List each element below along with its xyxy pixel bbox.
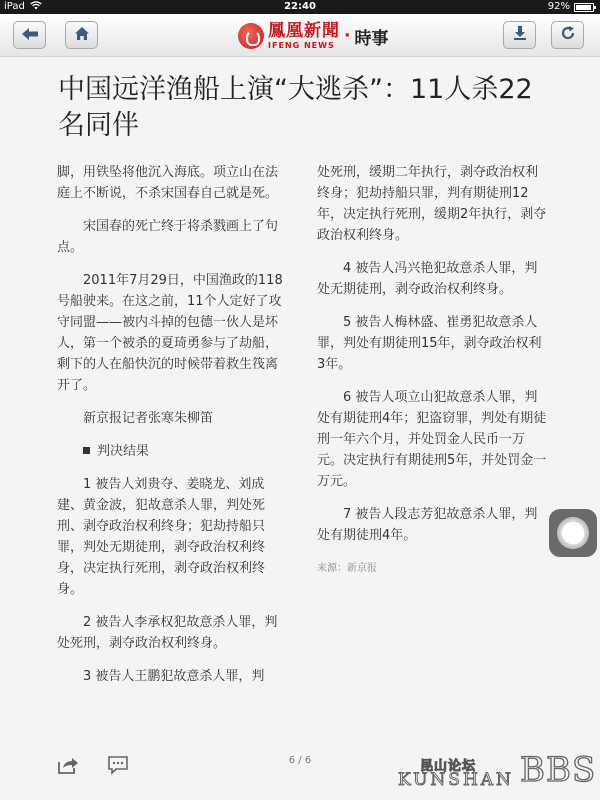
brand-name-cn: 鳳凰新聞: [268, 20, 340, 41]
ifeng-news-logo: [238, 20, 388, 52]
brand-name-en: IFENG NEWS: [268, 40, 335, 50]
verdict-item: 4 被告人冯兴艳犯故意杀人罪，判处无期徒刑，剥夺政治权利终身。: [317, 261, 538, 297]
verdict-item: 7 被告人段志芳犯故意杀人罪，判处有期徒刑4年。: [317, 507, 538, 543]
status-bar: [0, 0, 600, 14]
verdict-item: 5 被告人梅林盛、崔勇犯故意杀人罪，判处有期徒刑15年，剥夺政治权利3年。: [317, 315, 542, 372]
article-source: 来源：新京报: [317, 563, 377, 574]
article-column-right: [317, 162, 549, 591]
verdict-item: 2 被告人李承权犯故意杀人罪，判处死刑，剥夺政治权利终身。: [57, 615, 278, 651]
section-heading-label: 判决结果: [97, 444, 150, 459]
download-icon: [512, 25, 528, 45]
paragraph: 2011年7月29日，中国渔政的118号船驶来。在这之前，11个人定好了攻守同盟——被内斗掉的包德一伙人是坏人，第一个被杀的夏琦勇参与了劫船，剩下的人在船快沉的时候带着救生筏离开了。: [57, 273, 283, 393]
brand-separator: ·: [344, 26, 351, 46]
watermark-en: KUNSHAN: [398, 770, 514, 790]
watermark-bbs: BBS: [520, 750, 597, 790]
download-button[interactable]: [503, 21, 536, 49]
clock: 22:40: [284, 1, 316, 12]
back-arrow-icon: [21, 26, 39, 45]
home-icon: [74, 26, 90, 45]
verdict-item: 3 被告人王鹏犯故意杀人罪，判: [83, 669, 265, 684]
verdict-item: 1 被告人刘贵夺、姜晓龙、刘成建、黄金波，犯故意杀人罪，判处死刑、剥夺政治权利终身；犯劫持船只罪，判处无期徒刑，剥夺政治权利终身，决定执行死刑，剥夺政治权利终身。: [57, 477, 266, 597]
section-heading: [57, 441, 285, 462]
article-column-left: [57, 162, 285, 699]
refresh-icon: [560, 25, 576, 45]
page-indicator: 6 / 6: [288, 755, 312, 766]
reporter-byline: 新京报记者张寒朱柳笛: [83, 411, 214, 426]
phoenix-logo-icon: [238, 23, 264, 49]
paragraph: 脚，用铁坠将他沉入海底。项立山在法庭上不断说，不杀宋国春自己就是死。: [57, 165, 279, 201]
back-button[interactable]: [13, 21, 46, 49]
battery-percent: 92%: [547, 1, 570, 12]
verdict-item: 处死刑，缓期二年执行，剥夺政治权利终身；犯劫持船只罪，判有期徒刑12年，决定执行死刑，缓期2年执行，剥夺政治权利终身。: [317, 165, 547, 243]
section-title: 時事: [354, 28, 389, 49]
battery-icon: [574, 3, 594, 12]
verdict-item: 6 被告人项立山犯故意杀人罪，判处有期徒刑4年；犯盗窃罪，判处有期徒刑一年六个月，并处罚金人民币一万元。决定执行有期徒刑5年，并处罚金一万元。: [317, 390, 547, 489]
assistive-touch-icon: [559, 519, 587, 547]
top-toolbar: [0, 14, 600, 57]
square-bullet-icon: [83, 447, 90, 454]
home-button[interactable]: [65, 21, 98, 49]
article-title: 中国远洋渔船上演“大逃杀”：11人杀22名同伴: [58, 74, 533, 141]
paragraph: 宋国春的死亡终于将杀戮画上了句点。: [57, 219, 279, 255]
watermark-cn: 昆山论坛: [420, 759, 477, 774]
carrier-label: iPad: [4, 1, 25, 12]
assistive-touch-button[interactable]: [549, 509, 597, 557]
refresh-button[interactable]: [551, 21, 584, 49]
